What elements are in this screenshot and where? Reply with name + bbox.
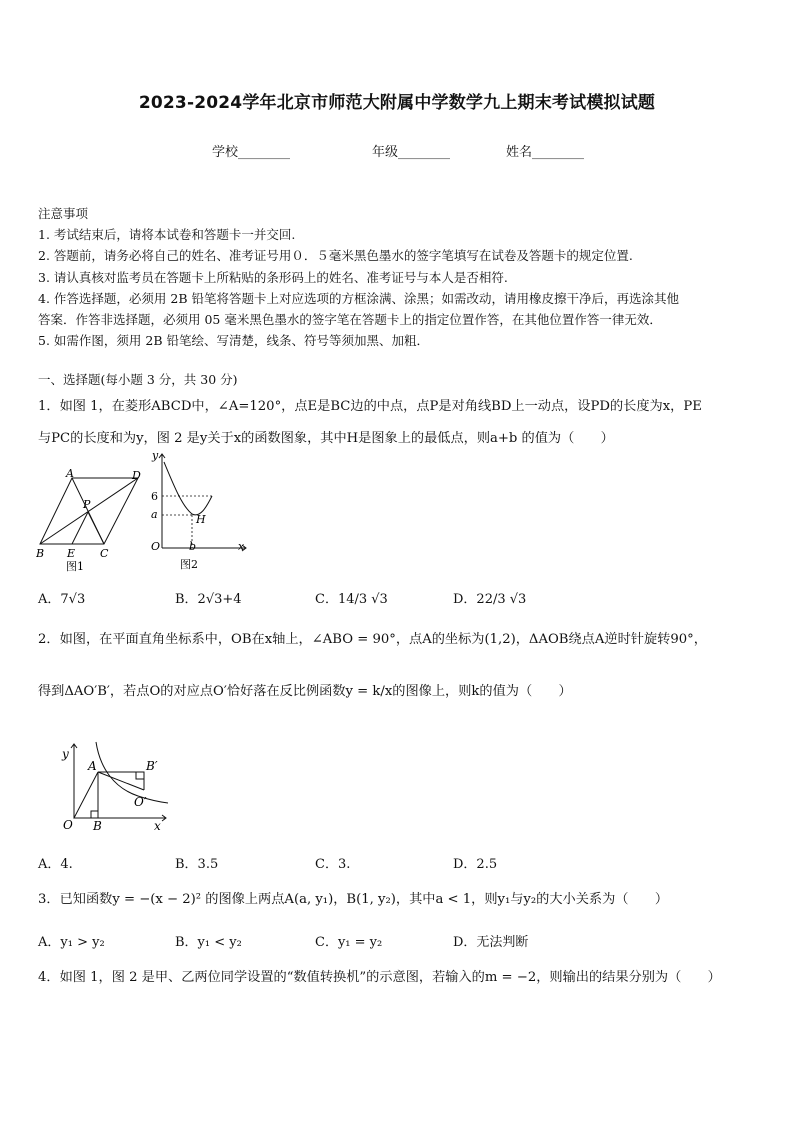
q2-fig-label: O′: [134, 795, 147, 809]
q3-option-d: D．无法判断: [453, 935, 529, 950]
q1-option-c: C．14/3 √3: [315, 592, 388, 607]
question-2-line-1: 2．如图，在平面直角坐标系中，OB在x轴上，∠ABO = 90°，点A的坐标为(1,2)，ΔAOB绕点A逆时针旋转90°，: [38, 632, 707, 647]
question-1-line-1: 1．如图 1，在菱形ABCD中，∠A=120°，点E是BC边的中点，点P是对角线BD上一动点，设PD的长度为x，PE: [38, 399, 702, 414]
q2-fig-label: B′: [146, 759, 158, 773]
name-field: 姓名________: [506, 145, 585, 160]
note-item: 3. 请认真核对监考员在答题卡上所粘贴的条形码上的姓名、准考证号与本人是否相符.: [38, 269, 508, 285]
q3-option-c: C．y₁ = y₂: [315, 935, 383, 950]
q1-option-b: B．2√3+4: [175, 592, 242, 607]
note-item: 1. 考试结束后，请将本试卷和答题卡一并交回.: [38, 227, 296, 243]
fig1-label: B: [36, 547, 45, 560]
note-item: 4. 作答选择题，必须用 2B 铅笔将答题卡上对应选项的方框涂满、涂黑；如需改动，请用橡皮擦干净后，再选涂其他: [38, 290, 679, 306]
q2-fig-label: B: [93, 819, 102, 833]
fig2-label: x: [238, 540, 245, 553]
fig2-label: a: [151, 508, 158, 521]
q3-option-b: B．y₁ < y₂: [175, 935, 242, 950]
fig2-caption: 图2: [180, 558, 198, 571]
notes-heading: 注意事项: [38, 206, 89, 221]
page-title: 2023-2024学年北京市师范大附属中学数学九上期末考试模拟试题: [138, 93, 656, 113]
notes-block: [38, 203, 762, 351]
q1-figure-2-graph: [148, 446, 254, 574]
question-4-line-1: 4．如图 1，图 2 是甲、乙两位同学设置的“数值转换机”的示意图，若输入的m = −2，则输出的结果分别为（ ）: [38, 970, 721, 985]
q2-option-a: A．4.: [38, 857, 73, 872]
grade-field: 年级________: [372, 145, 451, 160]
fig1-label: D: [132, 469, 141, 482]
q1-figure-1-rhombus: [36, 468, 148, 574]
note-item: 5. 如需作图，须用 2B 铅笔绘、写清楚，线条、符号等须加黑、加粗．: [38, 333, 429, 349]
section-heading: 一、选择题(每小题 3 分，共 30 分): [38, 372, 238, 387]
fig2-label: O: [151, 540, 161, 553]
q2-fig-label: A: [88, 759, 97, 773]
question-2-line-2: 得到ΔAO′B′，若点O的对应点O′恰好落在反比例函数y = k/x的图像上，则k的值为（ ）: [38, 684, 572, 699]
note-item: 2. 答题前，请务必将自己的姓名、准考证号用０．５毫米黑色墨水的签字笔填写在试卷及答题卡的规定位置.: [38, 248, 633, 264]
q2-fig-label: y: [62, 747, 69, 761]
q2-option-d: D．2.5: [453, 857, 498, 872]
fig2-label: 6: [151, 490, 158, 503]
q2-figure: [58, 738, 178, 838]
question-1-line-2: 与PC的长度和为y，图 2 是y关于x的函数图象，其中H是图象上的最低点，则a+b 的值为（ ）: [38, 431, 614, 446]
q3-option-a: A．y₁ > y₂: [38, 935, 105, 950]
fig1-label: C: [100, 547, 109, 560]
fig1-label: E: [67, 547, 76, 560]
q2-option-b: B．3.5: [175, 857, 219, 872]
q1-option-a: A．7√3: [38, 592, 86, 607]
fig1-caption: 图1: [66, 560, 84, 573]
fig1-label: A: [66, 468, 74, 480]
q2-fig-label: O: [63, 818, 73, 832]
question-3-line-1: 3．已知函数y = −(x − 2)² 的图像上两点A(a, y₁)，B(1, y₂)，其中a < 1，则y₁与y₂的大小关系为（ ）: [38, 892, 669, 907]
fig1-label: P: [83, 498, 91, 511]
q1-option-d: D．22/3 √3: [453, 592, 527, 607]
school-field: 学校________: [212, 145, 291, 160]
q2-option-c: C．3.: [315, 857, 351, 872]
fig2-label: y: [152, 449, 159, 462]
note-item: 答案．作答非选择题，必须用 05 毫米黑色墨水的签字笔在答题卡上的指定位置作答，在其他位置作答一律无效．: [38, 312, 662, 328]
fig2-label: b: [189, 540, 197, 553]
q2-fig-label: x: [154, 819, 161, 833]
fig2-label: H: [196, 513, 206, 526]
